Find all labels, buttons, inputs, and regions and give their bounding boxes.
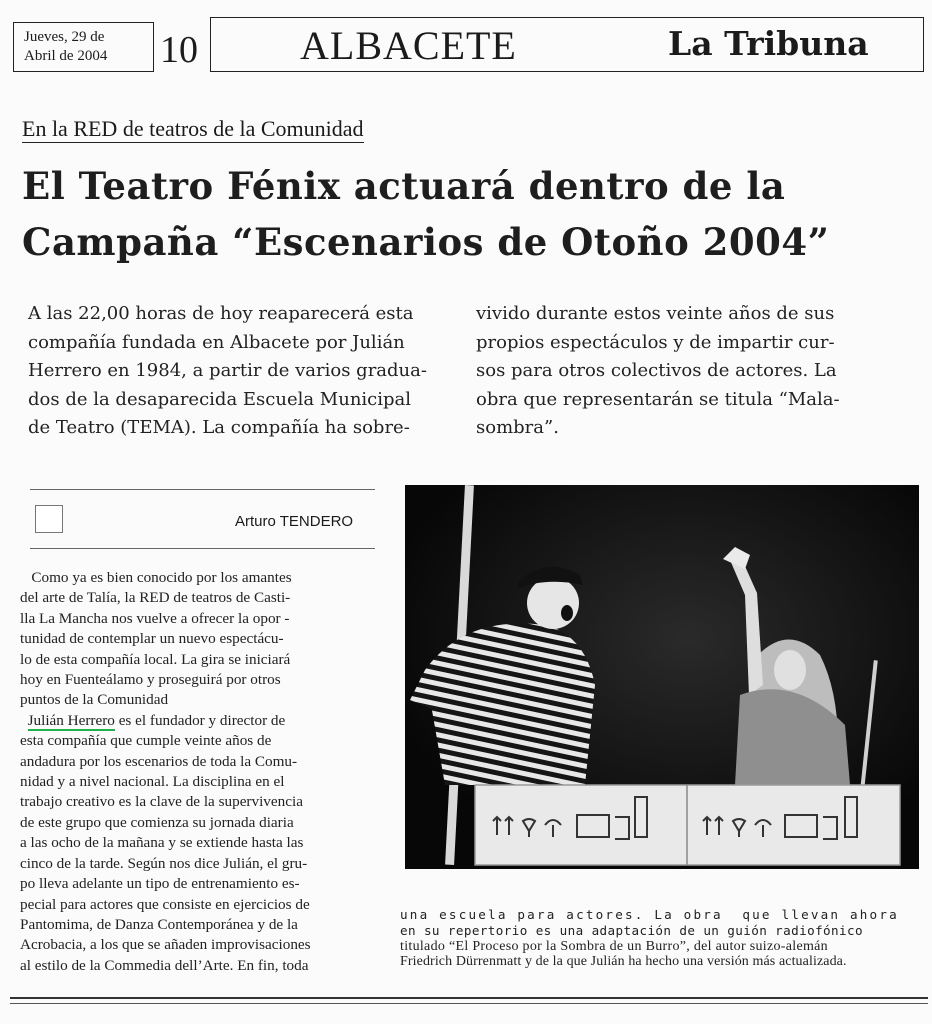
checkbox-square xyxy=(35,505,63,533)
lead-line: obra que representarán se titula “Mala- xyxy=(476,388,840,410)
body-line: trabajo creativo es la clave de la supervivencia xyxy=(20,793,303,811)
body-line-rest: es el fundador y director de xyxy=(114,711,286,729)
headline xyxy=(22,158,902,270)
body-line: tunidad de contemplar un nuevo espectácu- xyxy=(20,630,284,648)
performer-mouth xyxy=(561,605,573,621)
body-line: Pantomima, de Danza Contemporánea y de la xyxy=(20,915,298,933)
date-box xyxy=(13,22,154,72)
body-line: del arte de Talía, la RED de teatros de Casti- xyxy=(20,589,291,607)
lead-line: Herrero en 1984, a partir de varios gradua- xyxy=(28,360,427,382)
body-line: cinco de la tarde. Según nos dice Julián, el gru- xyxy=(20,854,308,872)
bottom-rule xyxy=(10,997,928,999)
lead-line: vivido durante estos veinte años de sus xyxy=(476,303,835,324)
body-line: esta compañía que cumple veinte años de xyxy=(20,732,272,750)
section-title: ALBACETE xyxy=(300,23,517,68)
body-line: pecial para actores que consiste en ejercicios de xyxy=(20,895,310,913)
newspaper-name: La Tribuna xyxy=(668,24,869,63)
caption-line: Friedrich Dürrenmatt y de la que Julián ha hecho una versión más actualizada. xyxy=(400,954,847,970)
performer-striped-shirt xyxy=(425,623,595,785)
body-line: nidad y a nivel nacional. La disciplina en el xyxy=(20,773,285,791)
performer-2-face xyxy=(774,650,806,690)
body-line: Como ya es bien conocido por los amantes xyxy=(20,569,292,586)
body-line: andadura por los escenarios de toda la Comu- xyxy=(20,752,298,770)
body-line: po lleva adelante un tipo de entrenamiento es- xyxy=(20,875,300,893)
byline-rule-bottom xyxy=(30,548,375,549)
caption-line: titulado “El Proceso por la Sombra de un Burro”, del autor suizo-alemán xyxy=(400,938,828,954)
headline-line: El Teatro Fénix actuará dentro de la xyxy=(22,164,786,208)
caption-line: en su repertorio es una adaptación de un guión radiofónico xyxy=(400,922,863,938)
highlighted-name: Julián Herrero xyxy=(27,711,115,729)
stage-photo xyxy=(405,485,919,869)
caption-line: una escuela para actores. La obra que llevan ahora xyxy=(400,907,899,922)
date-line-1: Jueves, 29 de xyxy=(24,29,105,45)
performer-face xyxy=(527,577,579,629)
body-line xyxy=(20,711,311,731)
lead-line: sombra”. xyxy=(476,417,559,439)
headline-line: Campaña “Escenarios de Otoño 2004” xyxy=(22,220,830,264)
byline-rule-top xyxy=(30,489,375,490)
byline: Arturo TENDERO xyxy=(235,513,354,530)
body-line: lla La Mancha nos vuelve a ofrecer la opor - xyxy=(20,609,290,627)
body-line: hoy en Fuenteálamo y proseguirá por otros xyxy=(20,671,281,689)
lead-line: compañía fundada en Albacete por Julián xyxy=(28,331,405,353)
lead-line: sos para otros colectivos de actores. La xyxy=(476,360,837,382)
lead-left-column xyxy=(28,300,427,443)
body-line: Acrobacia, a los que se añaden improvisaciones xyxy=(20,936,311,954)
body-line: lo de esta compañía local. La gira se iniciará xyxy=(20,650,291,668)
lead-line: dos de la desaparecida Escuela Municipal xyxy=(28,388,412,410)
body-line: de este grupo que comienza su jornada diaria xyxy=(20,813,294,831)
bottom-rule-thin xyxy=(10,1003,928,1004)
body-line: a las ocho de la mañana y se extiende hasta las xyxy=(20,834,304,852)
body-column xyxy=(20,568,311,976)
body-line: puntos de la Comunidad xyxy=(20,691,169,709)
lead-line: de Teatro (TEMA). La compañía ha sobre- xyxy=(28,417,410,439)
lead-right-column xyxy=(476,300,840,443)
kicker: En la RED de teatros de la Comunidad xyxy=(22,116,364,141)
lead-line: A las 22,00 horas de hoy reaparecerá esta xyxy=(28,303,414,324)
photo-caption xyxy=(400,907,899,970)
page-number: 10 xyxy=(160,29,198,71)
lead-line: propios espectáculos y de impartir cur- xyxy=(476,331,835,353)
date-line-2: Abril de 2004 xyxy=(24,48,108,64)
body-line: al estilo de la Commedia dell’Arte. En fin, toda xyxy=(20,956,309,974)
